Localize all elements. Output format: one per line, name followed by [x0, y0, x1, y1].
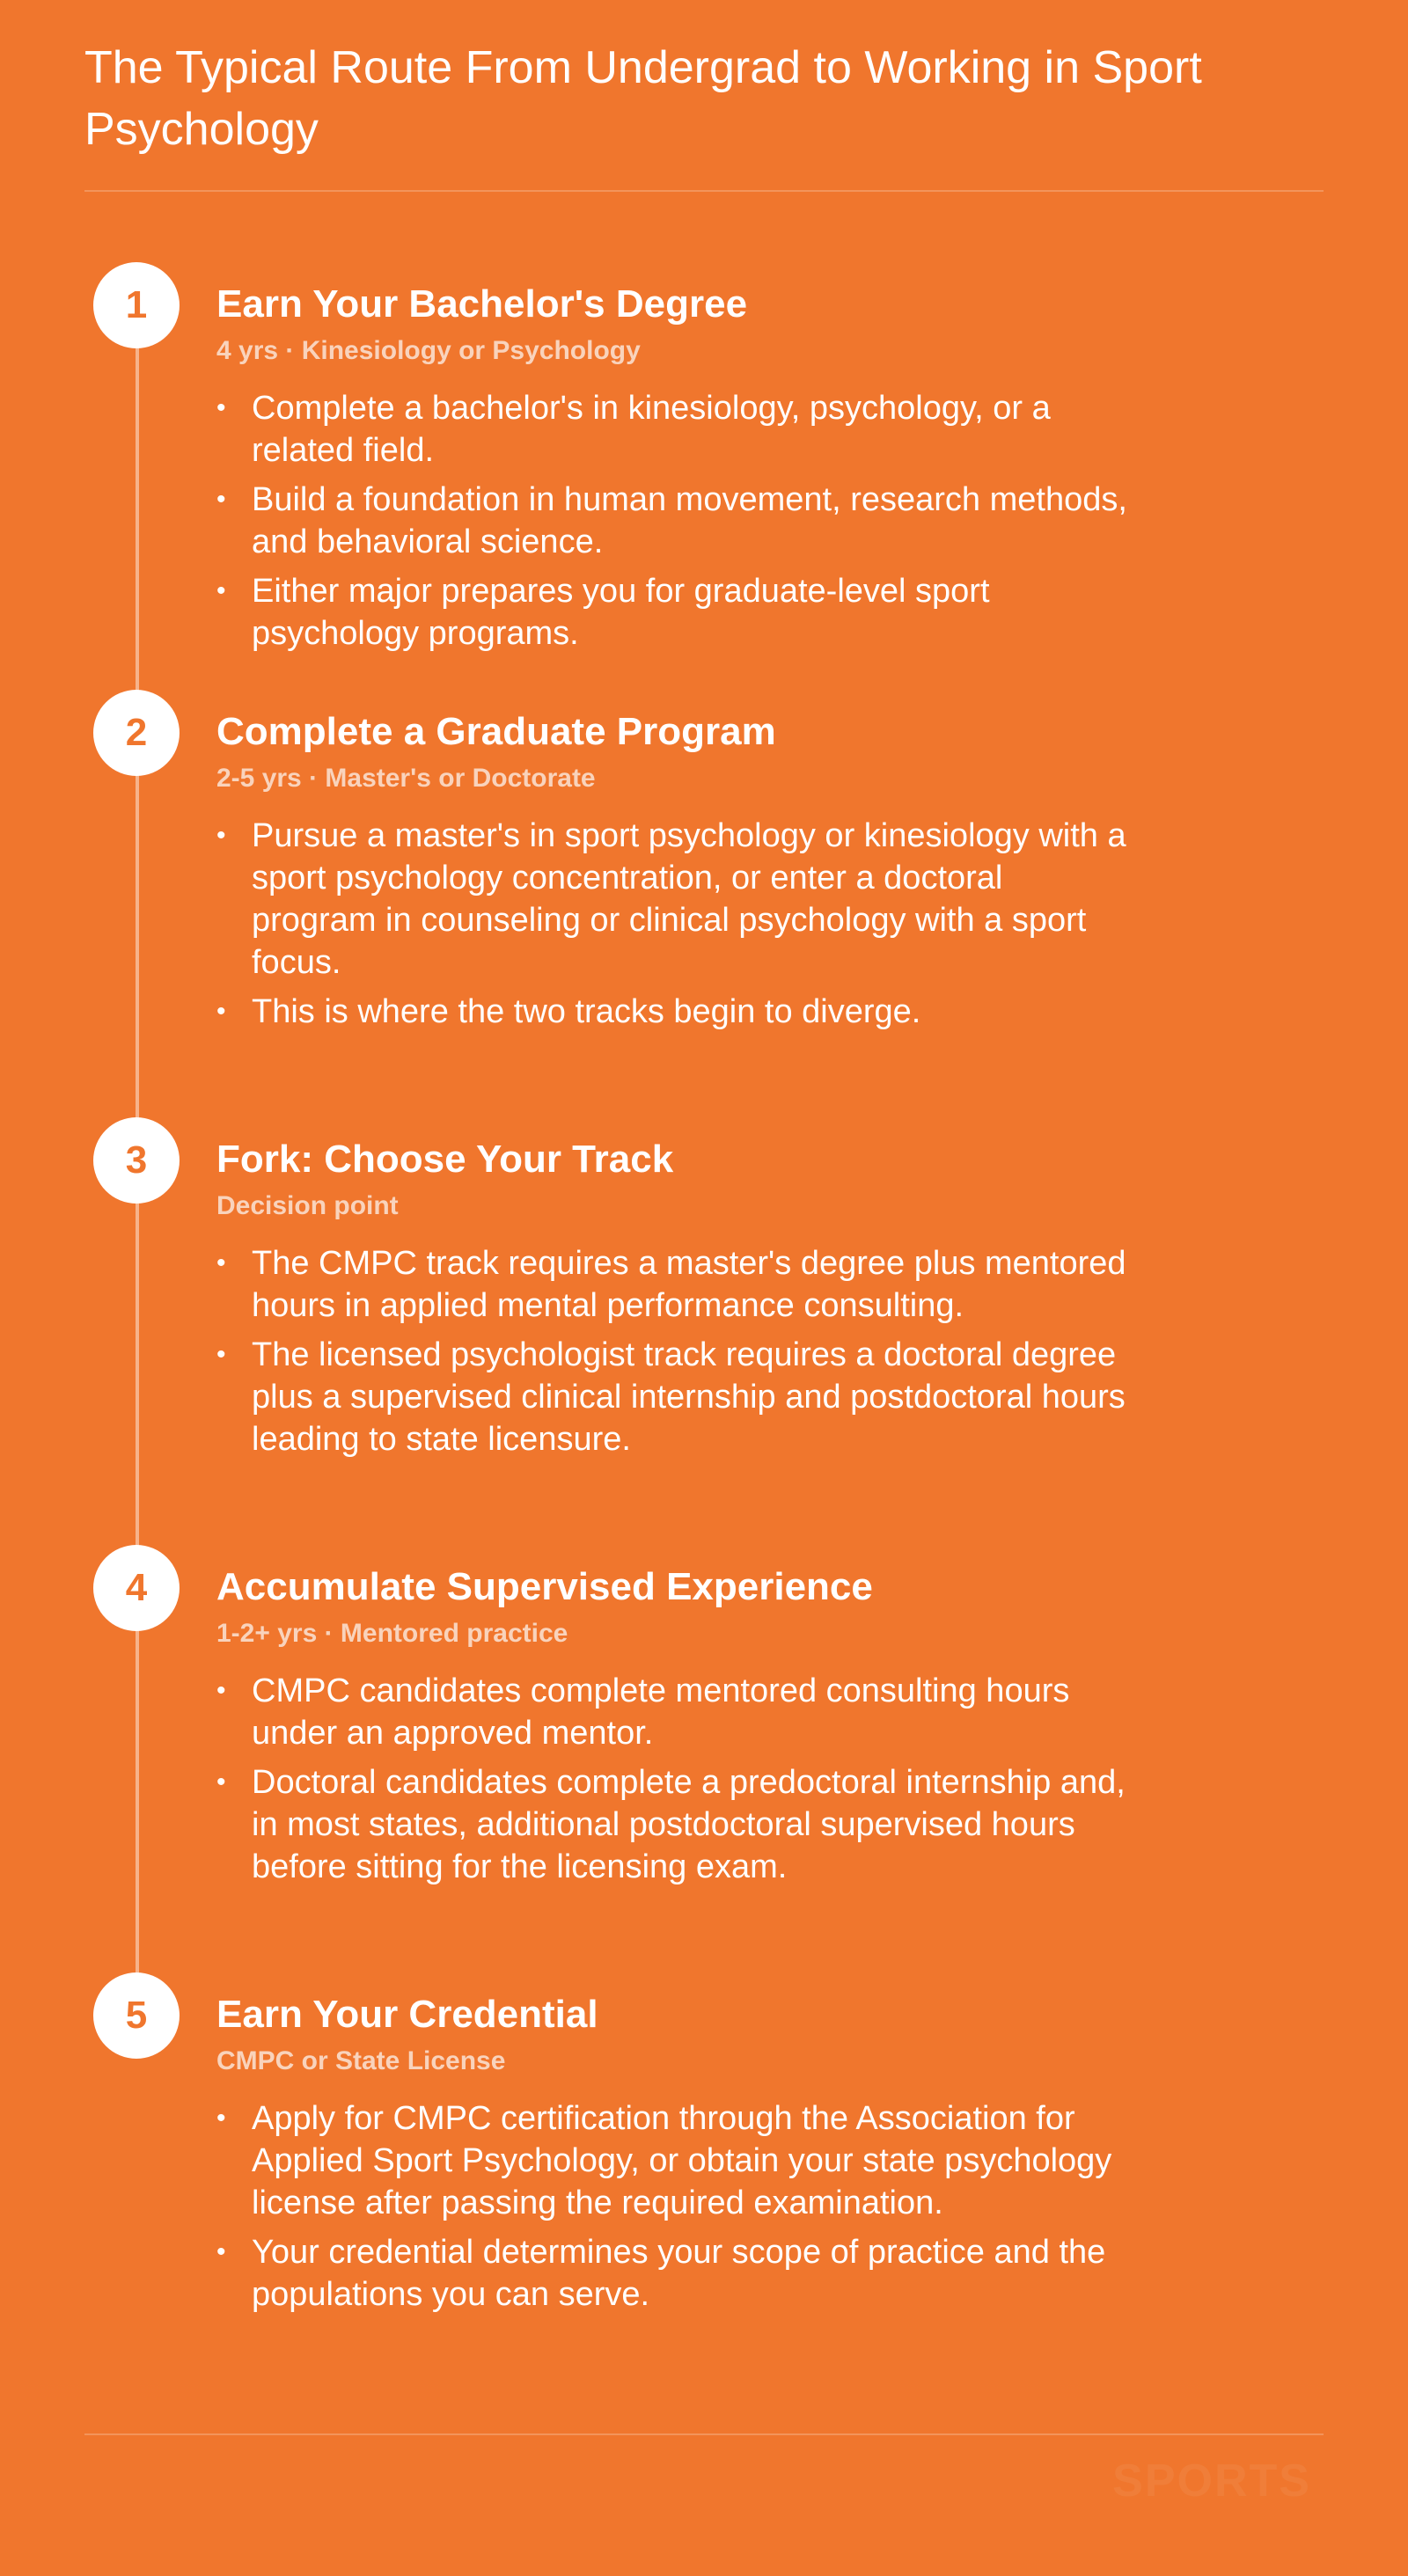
step-bullet: • Pursue a master's in sport psychology or kinesiology with a sport psychology concentration, or enter a doctoral program in counseling or clinical psychology with a sport focus.	[216, 815, 1132, 984]
step-bullet-list	[216, 1242, 1132, 1460]
bullet-icon: •	[216, 393, 226, 422]
brand-watermark: SPORTS	[1112, 2455, 1311, 2506]
step-meta: CMPC or State License	[216, 2046, 506, 2075]
bullet-icon: •	[216, 2237, 226, 2266]
step-number-badge: 5	[93, 1972, 180, 2059]
step-meta: 2-5 yrs · Master's or Doctorate	[216, 764, 596, 793]
step-bullet: • This is where the two tracks begin to diverge.	[216, 991, 1132, 1033]
step-bullet: • The CMPC track requires a master's degree plus mentored hours in applied mental performance consulting.	[216, 1242, 1132, 1327]
bullet-icon: •	[216, 997, 226, 1026]
step-meta: Decision point	[216, 1191, 399, 1220]
step-bullet: • The licensed psychologist track requires a doctoral degree plus a supervised clinical internship and postdoctoral hours leading to state licensure.	[216, 1334, 1132, 1460]
step-bullet-list	[216, 2097, 1132, 2316]
step-title: Accumulate Supervised Experience	[216, 1565, 873, 1608]
step-number-badge: 3	[93, 1117, 180, 1204]
page-title: The Typical Route From Undergrad to Working in Sport Psychology	[84, 42, 1202, 155]
bullet-icon: •	[216, 1340, 226, 1369]
step-content	[216, 709, 1149, 1040]
bullet-icon: •	[216, 821, 226, 850]
step-bullet: • Either major prepares you for graduate-level sport psychology programs.	[216, 570, 1132, 655]
step-content	[216, 1137, 1149, 1467]
bullet-icon: •	[216, 576, 226, 605]
step-meta: 1-2+ yrs · Mentored practice	[216, 1619, 568, 1648]
step-bullet-list	[216, 815, 1132, 1033]
bottom-divider	[84, 2433, 1324, 2435]
step-bullet: • Apply for CMPC certification through the Association for Applied Sport Psychology, or obtain your state psychology license after passing the required examination.	[216, 2097, 1132, 2224]
step-bullet: • Build a foundation in human movement, research methods, and behavioral science.	[216, 479, 1132, 563]
step-title: Earn Your Credential	[216, 1993, 598, 2036]
step-bullet: • Complete a bachelor's in kinesiology, psychology, or a related field.	[216, 387, 1132, 472]
bullet-icon: •	[216, 1767, 226, 1797]
step-number-badge: 2	[93, 690, 180, 776]
step-bullet-list	[216, 387, 1132, 655]
step-bullet: • CMPC candidates complete mentored consulting hours under an approved mentor.	[216, 1670, 1132, 1754]
step-bullet: • Your credential determines your scope of practice and the populations you can serve.	[216, 2231, 1132, 2316]
step-meta: 4 yrs · Kinesiology or Psychology	[216, 336, 641, 365]
bullet-icon: •	[216, 2104, 226, 2133]
step-title: Complete a Graduate Program	[216, 710, 776, 753]
step-title: Fork: Choose Your Track	[216, 1138, 674, 1181]
top-divider	[84, 190, 1324, 192]
bullet-icon: •	[216, 485, 226, 514]
step-content	[216, 1564, 1149, 1895]
step-bullet-list	[216, 1670, 1132, 1888]
step-bullet: • Doctoral candidates complete a predoctoral internship and, in most states, additional postdoctoral supervised hours before sitting for the licensing exam.	[216, 1761, 1132, 1888]
step-number-badge: 4	[93, 1545, 180, 1631]
bullet-icon: •	[216, 1248, 226, 1277]
step-content	[216, 1992, 1149, 2323]
step-content	[216, 282, 1149, 662]
step-title: Earn Your Bachelor's Degree	[216, 282, 748, 326]
step-number-badge: 1	[93, 262, 180, 348]
bullet-icon: •	[216, 1676, 226, 1705]
